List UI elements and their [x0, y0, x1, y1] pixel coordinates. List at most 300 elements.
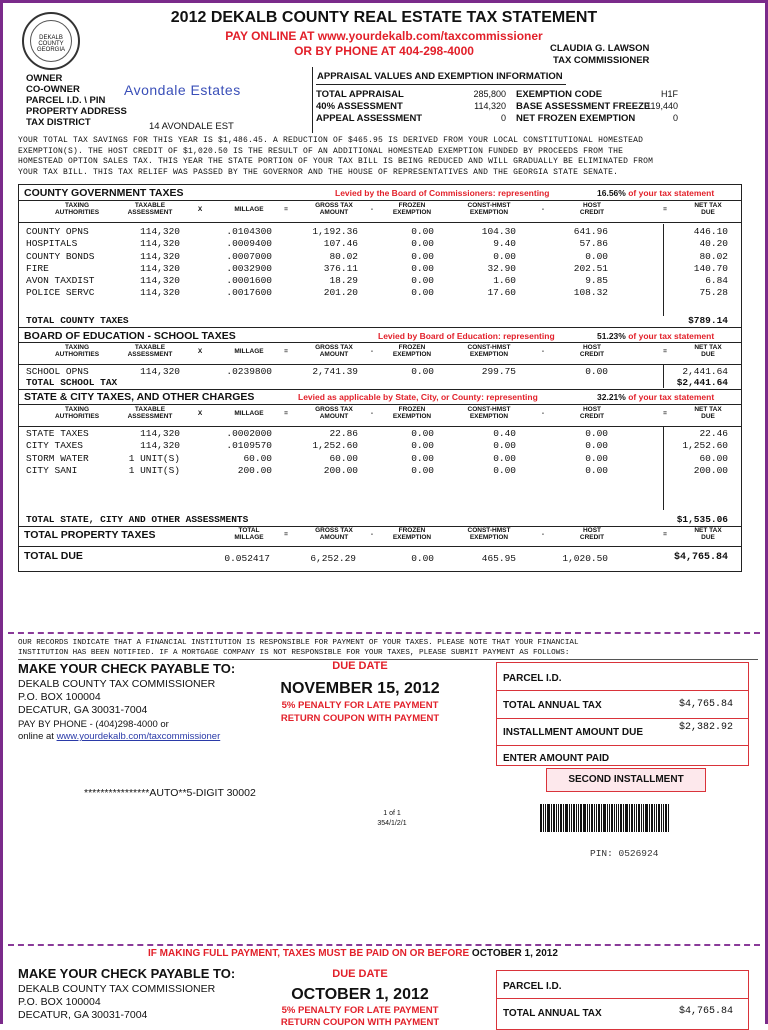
- online-link[interactable]: www.yourdekalb.com/taxcommissioner: [56, 731, 221, 742]
- payable-heading: MAKE YOUR CHECK PAYABLE TO:: [18, 661, 236, 676]
- millage: .0002000: [226, 428, 272, 439]
- taxable-assessment: 114,320: [140, 366, 180, 377]
- consthmst-exemption: 9.40: [493, 238, 516, 250]
- net-tax-due: 60.00: [699, 452, 728, 464]
- tax-district-label: TAX DISTRICT: [26, 117, 91, 128]
- net-tax-due: 1,252.60: [682, 440, 728, 452]
- col-header-consthmst: CONST-HMST EXEMPTION: [467, 527, 511, 541]
- penalty-text: 5% PENALTY FOR LATE PAYMENT: [281, 700, 439, 711]
- taxing-authority: AVON TAXDIST: [26, 275, 95, 287]
- total-host-value: 1,020.50: [562, 553, 608, 564]
- appraisal-row: [316, 89, 686, 101]
- barcode: [540, 804, 720, 832]
- taxing-authority: CITY TAXES: [26, 440, 84, 452]
- millage: 60.00: [243, 452, 272, 464]
- table-row: [26, 465, 736, 477]
- barcode-bar: [631, 804, 633, 832]
- address-line: DECATUR, GA 30031-7004: [18, 704, 148, 716]
- taxing-authority: SCHOOL OPNS: [26, 366, 89, 377]
- barcode-bar: [551, 804, 552, 832]
- state-pct: [597, 392, 714, 402]
- col-header-frozen: FROZEN EXEMPTION: [392, 527, 432, 541]
- county-rows: [26, 226, 736, 300]
- school-pct-value: 51.23%: [597, 331, 626, 341]
- address-line: DECATUR, GA 30031-7004: [18, 1009, 148, 1021]
- col-header-eq: =: [284, 410, 288, 417]
- frozen-exemption: 0.00: [411, 226, 434, 237]
- col-header-millage: MILLAGE: [234, 410, 264, 417]
- gross-tax: 376.11: [323, 262, 358, 274]
- taxable-assessment: 114,320: [140, 275, 180, 287]
- col-header-minus: -: [370, 348, 374, 355]
- gross-tax: 22.86: [329, 428, 358, 439]
- barcode-bar: [573, 804, 575, 832]
- gross-tax: 1,252.60: [312, 440, 358, 452]
- barcode-bar: [583, 804, 586, 832]
- millage: .0239800: [226, 366, 272, 377]
- annual-tax-label: TOTAL ANNUAL TAX: [503, 1008, 602, 1019]
- savings-note: [18, 136, 758, 178]
- table-row: [26, 238, 736, 250]
- net-tax-due: 140.70: [693, 262, 728, 274]
- barcode-bar: [571, 804, 572, 832]
- barcode-bar: [560, 804, 562, 832]
- seal-text: DEKALB COUNTY GEORGIA: [36, 35, 65, 53]
- barcode-bar: [558, 804, 559, 832]
- pay-online-text: PAY ONLINE AT www.yourdekalb.com/taxcommissioner: [225, 29, 543, 43]
- appraisal-heading: APPRAISAL VALUES AND EXEMPTION INFORMATION: [317, 71, 563, 82]
- auto-line: ****************AUTO**5-DIGIT 30002: [84, 787, 256, 799]
- col-header-host: HOST CREDIT: [579, 406, 605, 420]
- frozen-exemption: 0.00: [411, 452, 434, 464]
- consthmst-exemption: 1.60: [493, 275, 516, 287]
- barcode-bar: [611, 804, 613, 832]
- full-payment-date: OCTOBER 1, 2012: [471, 948, 558, 959]
- gross-tax: 200.00: [323, 464, 358, 476]
- barcode-bar: [616, 804, 617, 832]
- col-header-consthmst: CONST-HMST EXEMPTION: [467, 344, 511, 358]
- gross-tax: 201.20: [323, 287, 358, 299]
- barcode-bar: [658, 804, 660, 832]
- full-payment-notice: [148, 948, 558, 959]
- col-header-eq: =: [663, 348, 667, 355]
- table-row: [26, 263, 736, 275]
- consthmst-exemption: 0.40: [493, 428, 516, 439]
- due-date-value: OCTOBER 1, 2012: [291, 986, 429, 1003]
- frozen-exemption: 0.00: [411, 366, 434, 377]
- col-header-taxing: TAXING AUTHORITIES: [54, 202, 100, 216]
- barcode-bar: [589, 804, 590, 832]
- taxing-authority: HOSPITALS: [26, 238, 78, 250]
- county-total-label: TOTAL COUNTY TAXES: [26, 315, 129, 326]
- col-header-gross: GROSS TAX AMOUNT: [315, 344, 353, 358]
- net-tax-due: 22.46: [699, 428, 728, 439]
- state-pct-value: 32.21%: [597, 392, 626, 402]
- county-col-headers: [19, 202, 741, 222]
- due-date-value: NOVEMBER 15, 2012: [280, 680, 440, 697]
- total-frozen-value: 0.00: [411, 553, 434, 564]
- taxing-authority: COUNTY BONDS: [26, 250, 95, 262]
- appraisal-value: 0: [500, 113, 506, 123]
- tax-district-value: 14 AVONDALE EST: [149, 121, 234, 132]
- consthmst-exemption: 0.00: [493, 464, 516, 476]
- commissioner-title: TAX COMMISSIONER: [553, 55, 650, 66]
- col-header-taxable: TAXABLE ASSESSMENT: [127, 344, 173, 358]
- appraisal-row: [316, 113, 686, 125]
- barcode-bar: [618, 804, 619, 832]
- col-header-eq: =: [284, 348, 288, 355]
- col-header-gross: GROSS TAX AMOUNT: [315, 527, 353, 541]
- col-header-minus: -: [541, 348, 545, 355]
- taxable-assessment: 1 UNIT(S): [128, 464, 180, 476]
- savings-note-line: HOMESTEAD OPTION SALES TAX. THIS YEAR THE STATE PORTION OF YOUR TAX BILL IS BEING REDUCED AND WILL GRADUALLY BE ELIMINATED FROM: [18, 157, 654, 166]
- col-header-eq: =: [284, 206, 288, 213]
- property-address-label: PROPERTY ADDRESS: [26, 106, 127, 117]
- full-payment-text: IF MAKING FULL PAYMENT, TAXES MUST BE PAID ON OR BEFORE: [148, 948, 470, 959]
- total-due-label: TOTAL DUE: [24, 550, 83, 562]
- address-line: P.O. BOX 100004: [18, 691, 101, 703]
- parcel-pin-label: PARCEL I.D. \ PIN: [26, 95, 106, 106]
- table-row: [26, 453, 736, 465]
- owner-labels: [26, 73, 127, 128]
- exemption-label: NET FROZEN EXEMPTION: [516, 113, 636, 124]
- barcode-bar: [607, 804, 608, 832]
- barcode-bar: [651, 804, 653, 832]
- col-header-frozen: FROZEN EXEMPTION: [392, 406, 432, 420]
- col-header-x: X: [197, 348, 203, 355]
- school-section-title: BOARD OF EDUCATION - SCHOOL TAXES: [24, 330, 236, 342]
- barcode-bar: [629, 804, 630, 832]
- barcode-bar: [609, 804, 610, 832]
- penalty-text: 5% PENALTY FOR LATE PAYMENT: [281, 1005, 439, 1016]
- due-date-label: DUE DATE: [332, 660, 388, 672]
- col-header-minus: -: [370, 410, 374, 417]
- frozen-exemption: 0.00: [411, 262, 434, 274]
- col-header-minus: -: [541, 531, 545, 538]
- col-header-net: NET TAX DUE: [694, 527, 722, 541]
- col-header-taxing: TAXING AUTHORITIES: [54, 344, 100, 358]
- col-header-minus: -: [370, 206, 374, 213]
- taxable-assessment: 114,320: [140, 226, 180, 237]
- barcode-bar: [623, 804, 624, 832]
- millage: .0104300: [226, 226, 272, 237]
- address-line: DEKALB COUNTY TAX COMMISSIONER: [18, 983, 216, 995]
- county-total-value: $789.14: [688, 315, 728, 326]
- col-header-millage: MILLAGE: [234, 206, 264, 213]
- total-property-label: TOTAL PROPERTY TAXES: [24, 529, 156, 541]
- county-pct-suffix: of your tax statement: [628, 188, 715, 198]
- barcode-bar: [603, 804, 606, 832]
- host-credit: 0.00: [585, 464, 608, 476]
- school-pct-suffix: of your tax statement: [628, 331, 715, 341]
- installment-tag: [546, 768, 706, 792]
- statement-title: 2012 DEKALB COUNTY REAL ESTATE TAX STATEMENT: [170, 9, 598, 26]
- county-pct-value: 16.56%: [597, 188, 626, 198]
- payment-box: [496, 970, 749, 1030]
- barcode-bar: [578, 804, 579, 832]
- pin-value: PIN: 0526924: [590, 848, 659, 859]
- taxing-authority: CITY SANI: [26, 464, 78, 476]
- barcode-bar: [596, 804, 597, 832]
- col-header-eq: =: [663, 410, 667, 417]
- exemption-label: EXEMPTION CODE: [516, 89, 603, 100]
- frozen-exemption: 0.00: [411, 440, 434, 452]
- net-tax-due: 200.00: [693, 464, 728, 476]
- appraisal-table: [316, 89, 686, 125]
- appraisal-value: 285,800: [473, 89, 506, 99]
- payable-heading: MAKE YOUR CHECK PAYABLE TO:: [18, 966, 236, 981]
- col-header-gross: GROSS TAX AMOUNT: [315, 202, 353, 216]
- address-line: P.O. BOX 100004: [18, 996, 101, 1008]
- consthmst-exemption: 0.00: [493, 452, 516, 464]
- barcode-bar: [587, 804, 588, 832]
- annual-tax-value: $4,765.84: [678, 1006, 733, 1017]
- totals-col-headers: [19, 527, 741, 547]
- exemption-value: 0: [672, 113, 678, 123]
- taxable-assessment: 1 UNIT(S): [128, 452, 180, 464]
- consthmst-exemption: 299.75: [481, 366, 516, 377]
- state-total-value: $1,535.06: [676, 514, 728, 525]
- commissioner-name: CLAUDIA G. LAWSON: [550, 43, 650, 54]
- frozen-exemption: 0.00: [411, 275, 434, 287]
- savings-note-line: EXEMPTION(S). THE HOST CREDIT OF $1,020.50 IS THE RESULT OF AN ADDITIONAL HOMESTEAD EXEMPTION FUNDED BY PROCEEDS FROM THE: [18, 146, 624, 156]
- barcode-bar: [545, 804, 546, 832]
- barcode-bar: [540, 804, 542, 832]
- gross-tax: 2,741.39: [312, 366, 358, 377]
- consthmst-exemption: 0.00: [493, 440, 516, 452]
- millage: .0009400: [226, 238, 272, 250]
- barcode-bar: [636, 804, 637, 832]
- frozen-exemption: 0.00: [411, 250, 434, 262]
- consthmst-exemption: 17.60: [487, 287, 516, 299]
- co-owner-label: CO-OWNER: [26, 84, 80, 95]
- host-credit: 641.96: [573, 226, 608, 237]
- col-header-host: HOST CREDIT: [579, 202, 605, 216]
- millage: 200.00: [237, 464, 272, 476]
- table-row: [26, 440, 736, 452]
- barcode-bar: [591, 804, 593, 832]
- exemption-value: H1F: [660, 89, 678, 99]
- pay-online-line: [18, 731, 220, 743]
- barcode-bar: [641, 804, 642, 832]
- table-row: [26, 366, 736, 378]
- total-gross-value: 6,252.29: [310, 553, 356, 564]
- host-credit: 0.00: [585, 428, 608, 439]
- millage: .0001600: [226, 275, 272, 287]
- savings-note-line: YOUR TOTAL TAX SAVINGS FOR THIS YEAR IS $1,486.45. A REDUCTION OF $465.95 IS DERIVED FROM YOUR LOCAL CONSTITUTIONAL HOMESTEAD: [18, 136, 644, 145]
- exemption-value: 119,440: [646, 101, 678, 111]
- enter-amount-label[interactable]: ENTER AMOUNT PAID: [503, 753, 610, 764]
- col-header-eq: =: [663, 206, 667, 213]
- barcode-bar: [553, 804, 555, 832]
- state-total-label: TOTAL STATE, CITY AND OTHER ASSESSMENTS: [26, 514, 249, 525]
- appraisal-row: [316, 101, 686, 113]
- col-header-x: X: [197, 410, 203, 417]
- col-header-minus: -: [370, 531, 374, 538]
- col-header-frozen: FROZEN EXEMPTION: [392, 202, 432, 216]
- taxable-assessment: 114,320: [140, 262, 180, 274]
- taxing-authority: STORM WATER: [26, 452, 89, 464]
- barcode-bar: [576, 804, 577, 832]
- state-col-headers: [19, 406, 741, 426]
- state-rows: [26, 428, 736, 477]
- taxable-assessment: 114,320: [140, 440, 180, 452]
- state-pct-suffix: of your tax statement: [628, 392, 715, 402]
- installment-label: INSTALLMENT AMOUNT DUE: [503, 727, 643, 738]
- taxable-assessment: 114,320: [140, 287, 180, 299]
- col-header-frozen: FROZEN EXEMPTION: [392, 344, 432, 358]
- coupon-notice-line: OUR RECORDS INDICATE THAT A FINANCIAL INSTITUTION IS RESPONSIBLE FOR PAYMENT OF YOUR TAXES. PLEASE NOTE THAT YOUR FINANCIAL: [18, 639, 579, 647]
- taxable-assessment: 114,320: [140, 428, 180, 439]
- table-row: [26, 428, 736, 440]
- col-header-host: HOST CREDIT: [579, 344, 605, 358]
- barcode-bar: [643, 804, 644, 832]
- batch-code: 354/1/2/1: [377, 820, 407, 827]
- table-row: [26, 287, 736, 299]
- county-section-title: COUNTY GOVERNMENT TAXES: [24, 187, 184, 199]
- county-levied: [335, 188, 549, 198]
- appraisal-value: 114,320: [474, 101, 506, 111]
- barcode-bar: [598, 804, 600, 832]
- net-tax-due: 80.02: [699, 250, 728, 262]
- frozen-exemption: 0.00: [411, 287, 434, 299]
- millage: .0109570: [226, 440, 272, 452]
- millage: .0007000: [226, 250, 272, 262]
- col-header-net: NET TAX DUE: [694, 406, 722, 420]
- barcode-bar: [665, 804, 667, 832]
- online-prefix: online at: [18, 731, 57, 742]
- barcode-bar: [663, 804, 664, 832]
- owner-label: OWNER: [26, 73, 63, 84]
- gross-tax: 107.46: [323, 238, 358, 250]
- col-header-taxing: TAXING AUTHORITIES: [54, 406, 100, 420]
- col-header-minus: -: [541, 206, 545, 213]
- barcode-bar: [625, 804, 628, 832]
- net-tax-due: 6.84: [705, 275, 728, 287]
- host-credit: 108.32: [573, 287, 608, 299]
- taxable-assessment: 114,320: [140, 238, 180, 250]
- state-levied: Levied as applicable by State, City, or County: representing: [298, 392, 538, 402]
- appraisal-label: APPEAL ASSESSMENT: [316, 113, 423, 124]
- col-header-total-millage: TOTAL MILLAGE: [234, 527, 264, 541]
- appraisal-label: 40% ASSESSMENT: [316, 101, 403, 112]
- due-date-label: DUE DATE: [332, 968, 388, 980]
- gross-tax: 18.29: [329, 275, 358, 287]
- col-header-taxable: TAXABLE ASSESSMENT: [127, 406, 173, 420]
- cut-line: [8, 944, 760, 946]
- return-coupon-text: RETURN COUPON WITH PAYMENT: [280, 713, 440, 724]
- total-consthmst-value: 465.95: [481, 553, 516, 564]
- taxable-assessment: 114,320: [140, 250, 180, 262]
- county-pct: [597, 188, 714, 198]
- net-tax-due: 75.28: [699, 287, 728, 299]
- gross-tax: 1,192.36: [312, 226, 358, 237]
- installment-value: $2,382.92: [678, 722, 733, 733]
- barcode-bar: [556, 804, 557, 832]
- barcode-bar: [661, 804, 662, 832]
- taxing-authority: COUNTY OPNS: [26, 226, 89, 237]
- barcode-bar: [594, 804, 595, 832]
- school-levied: Levied by Board of Education: representing: [378, 331, 555, 341]
- school-col-headers: [19, 344, 741, 364]
- col-header-gross: GROSS TAX AMOUNT: [315, 406, 353, 420]
- coupon-notice: [18, 638, 758, 660]
- host-credit: 202.51: [573, 262, 608, 274]
- taxing-authority: STATE TAXES: [26, 428, 89, 439]
- col-header-minus: -: [541, 410, 545, 417]
- millage: .0032900: [226, 262, 272, 274]
- cut-line: [8, 632, 760, 634]
- annual-tax-label: TOTAL ANNUAL TAX: [503, 700, 602, 711]
- col-header-consthmst: CONST-HMST EXEMPTION: [467, 406, 511, 420]
- host-credit: 57.86: [579, 238, 608, 250]
- barcode-bar: [649, 804, 650, 832]
- col-header-host: HOST CREDIT: [579, 527, 605, 541]
- host-credit: 0.00: [585, 440, 608, 452]
- school-pct: [597, 331, 714, 341]
- co-owner-value: Avondale Estates: [124, 82, 241, 98]
- net-tax-due: 2,441.64: [682, 366, 728, 377]
- table-row: [26, 251, 736, 263]
- state-section-title: STATE & CITY TAXES, AND OTHER CHARGES: [24, 391, 255, 403]
- taxing-authority: POLICE SERVC: [26, 287, 95, 299]
- table-row: [26, 275, 736, 287]
- pay-methods: [18, 719, 220, 743]
- school-total-label: TOTAL SCHOOL TAX: [26, 377, 118, 388]
- total-millage-value: 0.052417: [224, 553, 270, 564]
- pay-phone-text: OR BY PHONE AT 404-298-4000: [294, 44, 474, 58]
- barcode-bar: [634, 804, 635, 832]
- gross-tax: 60.00: [329, 452, 358, 464]
- barcode-bar: [620, 804, 622, 832]
- frozen-exemption: 0.00: [411, 464, 434, 476]
- page-count: 1 of 1: [383, 810, 401, 817]
- col-header-net: NET TAX DUE: [694, 344, 722, 358]
- frozen-exemption: 0.00: [411, 428, 434, 439]
- barcode-bar: [563, 804, 564, 832]
- school-total-value: $2,441.64: [676, 377, 728, 388]
- county-levied-text: Levied by the Board of Commissioners: representing: [335, 188, 550, 198]
- consthmst-exemption: 104.30: [481, 226, 516, 237]
- barcode-bar: [601, 804, 602, 832]
- host-credit: 0.00: [585, 452, 608, 464]
- gross-tax: 80.02: [329, 250, 358, 262]
- frozen-exemption: 0.00: [411, 238, 434, 250]
- host-credit: 0.00: [585, 250, 608, 262]
- installment-tag-text: SECOND INSTALLMENT: [568, 774, 684, 785]
- barcode-bar: [614, 804, 615, 832]
- parcel-id-label: PARCEL I.D.: [503, 673, 562, 684]
- net-tax-due: 446.10: [693, 226, 728, 237]
- parcel-id-label: PARCEL I.D.: [503, 981, 562, 992]
- payable-address: [18, 983, 215, 1022]
- col-header-x: X: [197, 206, 203, 213]
- barcode-bar: [638, 804, 640, 832]
- col-header-consthmst: CONST-HMST EXEMPTION: [467, 202, 511, 216]
- barcode-bar: [569, 804, 570, 832]
- col-header-net: NET TAX DUE: [694, 202, 722, 216]
- annual-tax-value: $4,765.84: [678, 699, 733, 710]
- exemption-label: BASE ASSESSMENT FREEZE: [516, 101, 651, 112]
- col-header-taxable: TAXABLE ASSESSMENT: [127, 202, 173, 216]
- total-net-value: $4,765.84: [673, 552, 728, 563]
- consthmst-exemption: 0.00: [493, 250, 516, 262]
- col-header-eq: =: [284, 531, 288, 538]
- net-tax-due: 40.20: [699, 238, 728, 250]
- address-line: DEKALB COUNTY TAX COMMISSIONER: [18, 678, 216, 690]
- coupon-notice-line: INSTITUTION HAS BEEN NOTIFIED. IF A MORTGAGE COMPANY IS NOT RESPONSIBLE FOR YOUR TAXES, PLEASE SUBMIT PAYMENT AS FOLLOWS:: [18, 649, 570, 657]
- barcode-bar: [668, 804, 669, 832]
